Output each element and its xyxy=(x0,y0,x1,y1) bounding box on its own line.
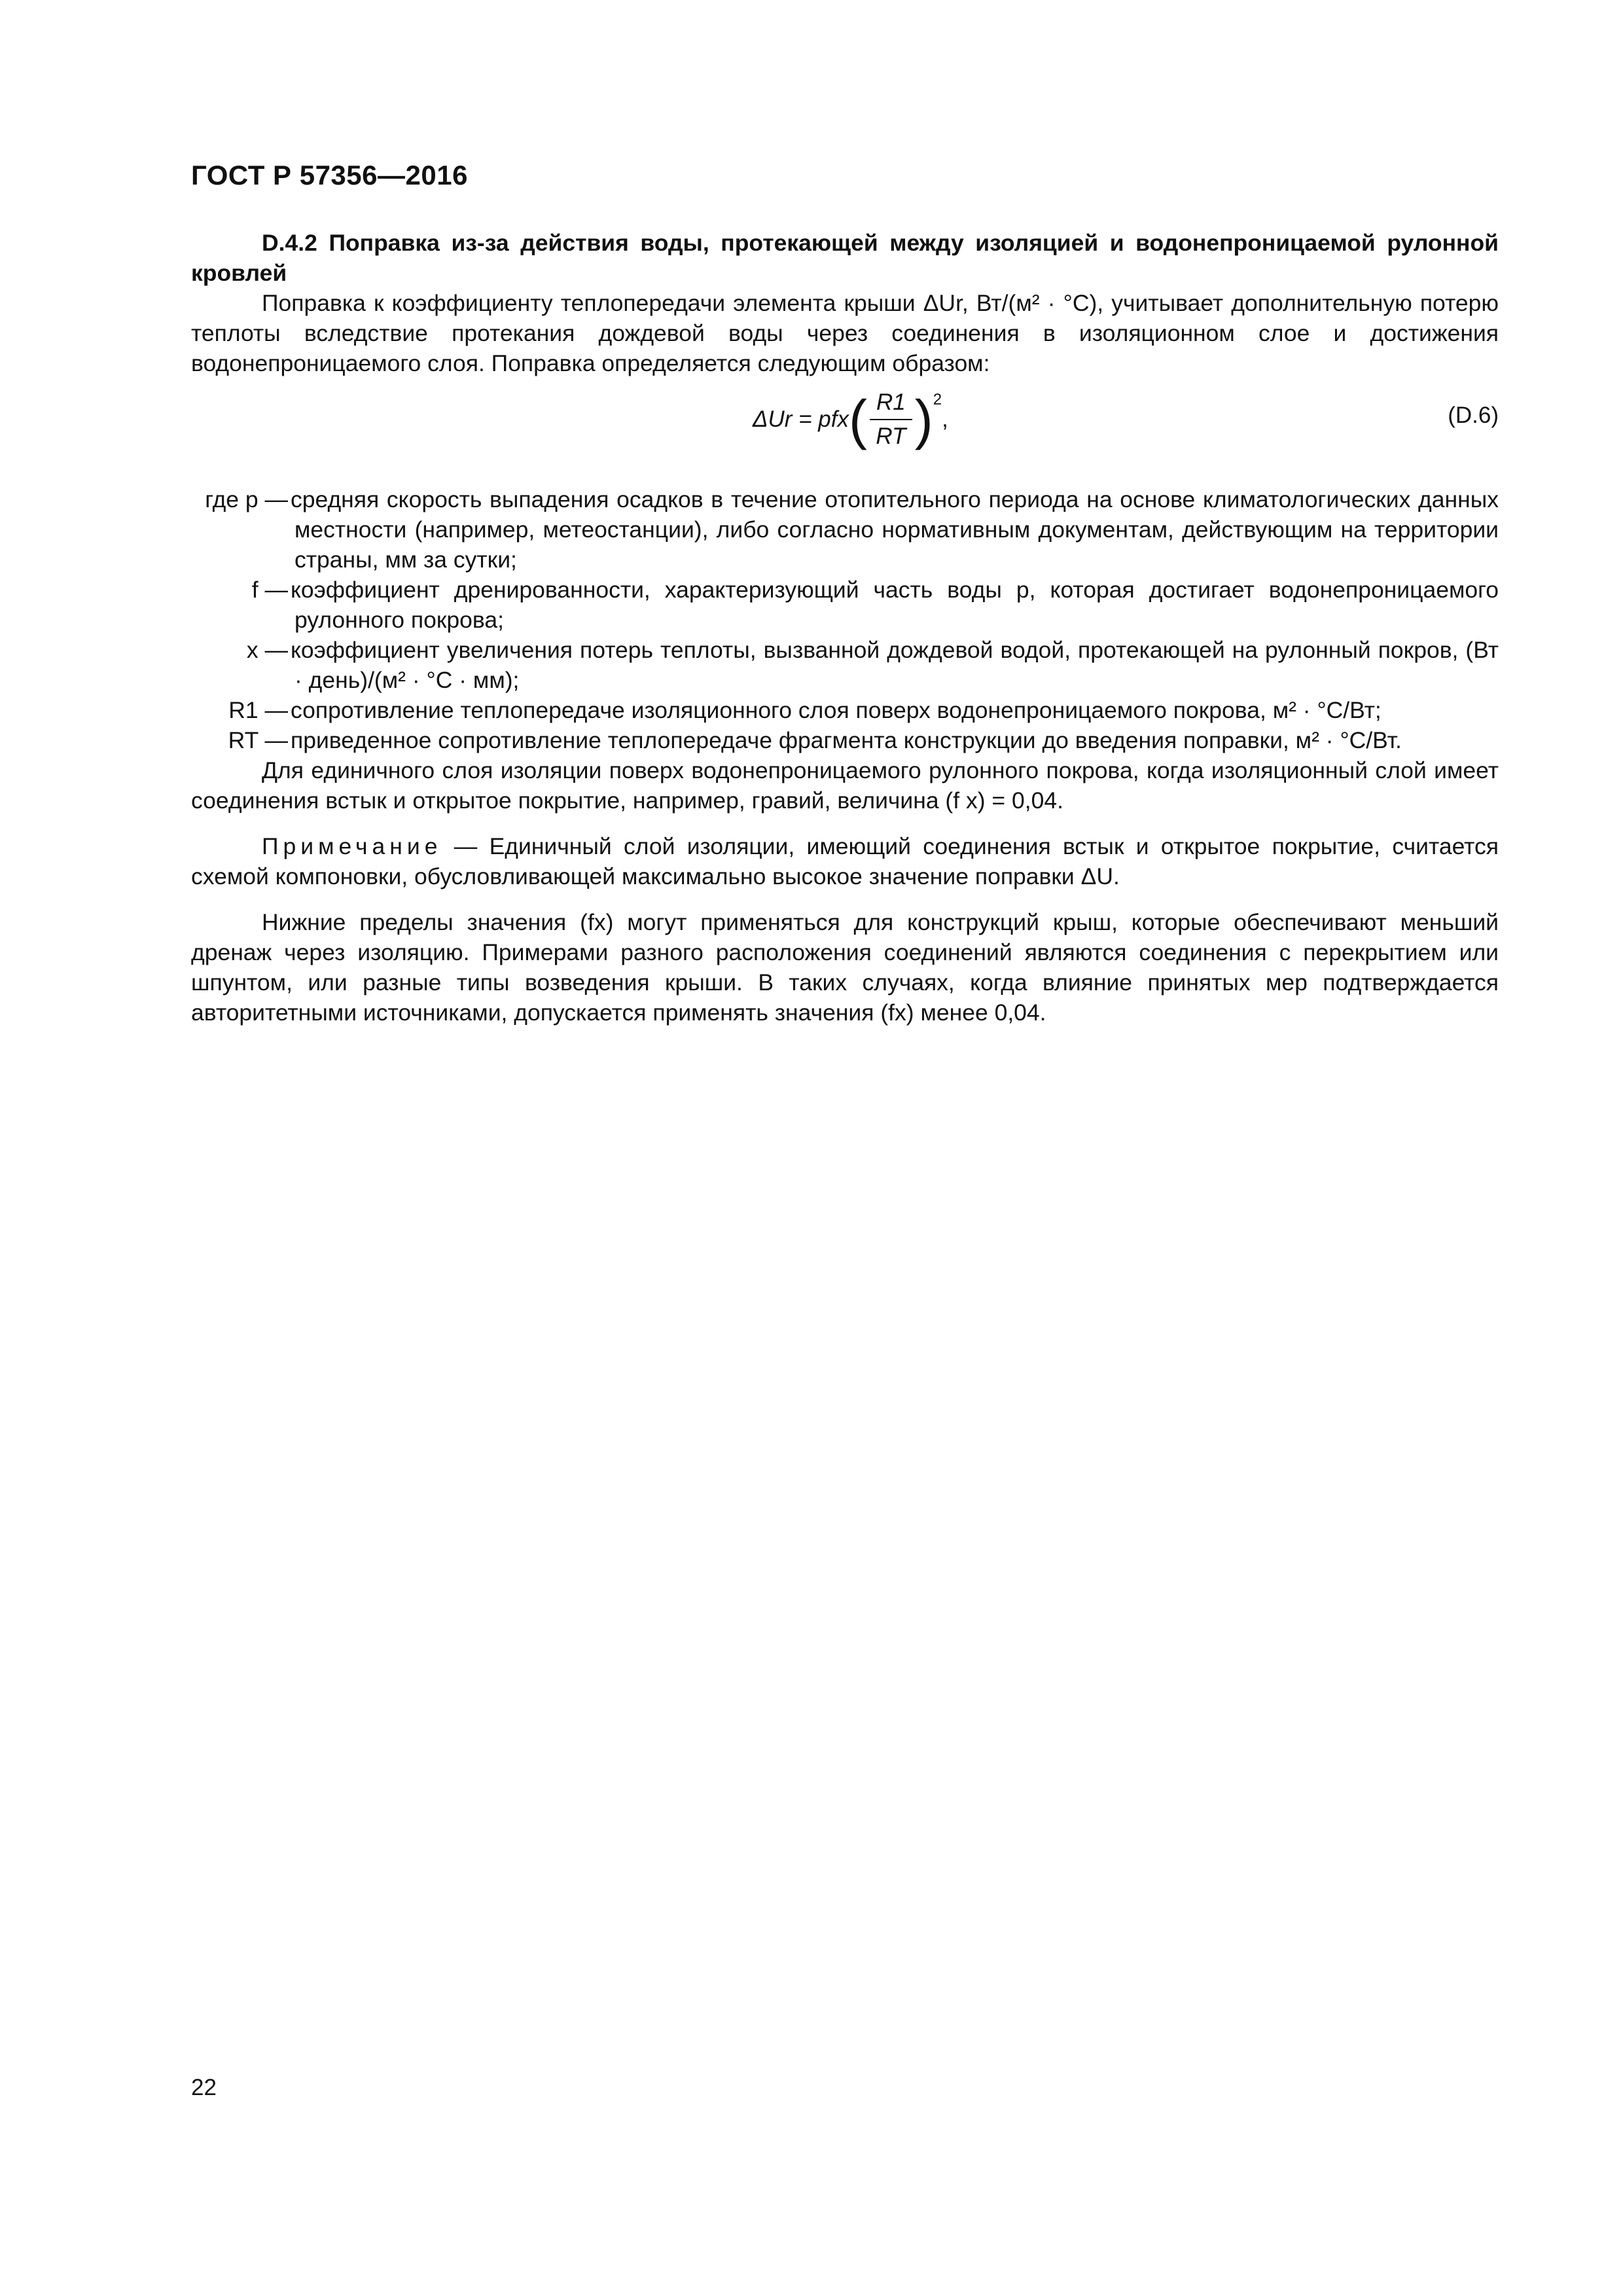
definition-item xyxy=(191,484,1499,575)
formula-numerator: R1 xyxy=(870,387,912,420)
note-label: Примечание xyxy=(262,833,442,859)
section-body xyxy=(191,228,1499,1028)
definition-term: x — xyxy=(246,637,288,663)
definition-text: коэффициент увеличения потерь теплоты, вызванной дождевой водой, протекающей на рулонный покров, (Вт · день)/(м² · °С · мм); xyxy=(291,637,1499,693)
section-number: D.4.2 xyxy=(262,230,317,256)
definition-item xyxy=(191,725,1499,755)
lower-limits-paragraph: Нижние пределы значения (fx) могут применяться для конструкций крыш, которые обеспечивают меньший дренаж через изоляцию. Примерами разного расположения соединений являются соединения с перекрытием или шпунтом, или разные типы возведения крыши. В таких случаях, когда влияние принятых мер подтверждается авторитетными источниками, допускается применять значения (fx) менее 0,04. xyxy=(191,909,1499,1026)
definition-item xyxy=(191,695,1499,725)
formula-tail: , xyxy=(942,406,948,432)
definition-text: средняя скорость выпадения осадков в течение отопительного периода на основе климатологических данных местности (например, метеостанции), либо согласно нормативным документам, действующим на территории страны, мм за сутки; xyxy=(291,486,1499,573)
formula-denominator: RT xyxy=(876,423,906,449)
definition-text: сопротивление теплопередаче изоляционного слоя поверх водонепроницаемого покрова, м² · °С/Вт; xyxy=(291,697,1382,723)
definitions-list xyxy=(191,484,1499,755)
formula-d6 xyxy=(191,381,1499,479)
formula-expression: ΔUr = pfx ( $\frac{R1}{RT}$ ) $^2$ , xyxy=(753,389,948,450)
single-layer-paragraph: Для единичного слоя изоляции поверх водонепроницаемого рулонного покрова, когда изоляционный слой имеет соединения встык и открытое покрытие, например, гравий, величина (f x) = 0,04. xyxy=(191,757,1499,814)
definition-item xyxy=(191,635,1499,695)
section-heading xyxy=(191,228,1499,288)
page-number: 22 xyxy=(191,2075,217,2100)
left-paren: ( xyxy=(849,389,867,450)
definition-term: f — xyxy=(251,577,288,603)
document-header: ГОСТ Р 57356—2016 xyxy=(191,160,468,190)
definition-item xyxy=(191,575,1499,635)
definition-term: RT — xyxy=(228,727,288,753)
right-paren: ) xyxy=(914,389,933,450)
definition-term: где p — xyxy=(205,486,288,512)
intro-paragraph: Поправка к коэффициенту теплопередачи элемента крыши ΔUr, Вт/(м² · °С), учитывает дополнительную потерю теплоты вследствие протекания дождевой воды через соединения в изоляционном слое и достижения водонепроницаемого слоя. Поправка определяется следующим образом: xyxy=(191,290,1499,376)
note-paragraph xyxy=(191,831,1499,891)
formula-number: (D.6) xyxy=(1448,403,1499,428)
formula-fraction xyxy=(870,387,912,452)
note-text: — Единичный слой изоляции, имеющий соединения встык и открытое покрытие, считается схемой компоновки, обусловливающей максимально высокое значение поправки ΔU. xyxy=(191,833,1499,889)
formula-lhs: ΔUr = pfx xyxy=(753,406,849,432)
section-title: Поправка из-за действия воды, протекающей между изоляцией и водонепроницаемой рулонной кровлей xyxy=(191,230,1499,286)
definition-text: коэффициент дренированности, характеризующий часть воды p, которая достигает водонепроницаемого рулонного покрова; xyxy=(291,577,1499,633)
definition-text: приведенное сопротивление теплопередаче фрагмента конструкции до введения поправки, м² · °С/Вт. xyxy=(291,727,1402,753)
definition-term: R1 — xyxy=(228,697,288,723)
